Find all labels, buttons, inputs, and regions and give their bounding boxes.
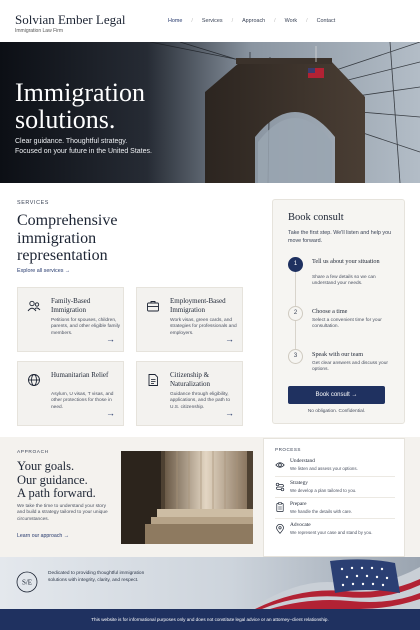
- footer-disclaimer: This website is for informational purposes only and does not constitute legal advice or an attorney–client relationship.: [91, 617, 329, 622]
- arrow-right-icon[interactable]: →: [225, 334, 234, 344]
- clipboard-icon: [275, 502, 285, 512]
- book-consult-note: No obligation. Confidential.: [307, 409, 366, 414]
- step-number: 1: [288, 257, 303, 272]
- service-card-desc: Asylum, U visas, T visas, and other protections for those in need.: [51, 392, 114, 410]
- process-step-desc: We handle the details with care.: [290, 509, 353, 514]
- route-icon: [275, 482, 285, 492]
- brand-name[interactable]: Solvian Ember Legal: [15, 12, 126, 27]
- columns-photo: [121, 451, 253, 544]
- service-card-humanitarian[interactable]: [17, 361, 124, 426]
- eye-icon: [275, 460, 285, 470]
- step-desc: Get clear answers and discuss your options.: [312, 361, 388, 373]
- hero-title-line: Immigration: [15, 78, 145, 107]
- hero-subtitle-line: Clear guidance. Thoughtful strategy.: [15, 138, 128, 145]
- hero-subtitle-line: Focused on your future in the United States.: [15, 148, 152, 155]
- firm-logo-mark: [16, 571, 38, 593]
- services-title: Comprehensive immigration representation: [17, 212, 118, 264]
- service-card-citizenship[interactable]: [136, 361, 243, 426]
- arrow-right-icon[interactable]: →: [106, 334, 115, 344]
- service-card-title: Humanitarian Relief: [51, 371, 109, 379]
- service-card-title: Employment-Based Immigration: [170, 297, 226, 314]
- family-icon: [27, 299, 41, 313]
- service-card-desc: Petitions for spouses, children, parents, and other eligible family members.: [51, 318, 121, 336]
- services-eyebrow: SERVICES: [17, 200, 49, 206]
- arrow-right-icon[interactable]: →: [106, 408, 115, 418]
- document-icon: [146, 373, 160, 387]
- step-title: Speak with our team: [312, 351, 364, 358]
- divider: [275, 518, 395, 519]
- step-number: 3: [288, 349, 303, 364]
- process-step-desc: We represent your case and stand by you.: [290, 530, 373, 535]
- approach-title-line: A path forward.: [17, 486, 96, 500]
- briefcase-icon: [146, 299, 160, 313]
- learn-approach-link[interactable]: Learn our approach →: [17, 533, 69, 539]
- step-desc: Share a few details so we can understand your needs.: [312, 275, 376, 287]
- process-step-desc: We develop a plan tailored to you.: [290, 488, 357, 493]
- site-footer: [0, 609, 420, 630]
- step-title: Choose a time: [312, 308, 348, 315]
- hero-section: [0, 42, 420, 183]
- process-eyebrow: PROCESS: [275, 447, 301, 452]
- logo-monogram: S/E: [21, 578, 33, 587]
- site-header: [0, 0, 420, 42]
- service-card-title: Citizenship & Naturalization: [170, 371, 211, 388]
- globe-icon: [27, 373, 41, 387]
- nav-services[interactable]: Services: [201, 18, 223, 24]
- hero-title: [15, 79, 145, 133]
- nav-separator: /: [231, 18, 234, 24]
- service-card-employment[interactable]: [136, 287, 243, 352]
- divider: [275, 476, 395, 477]
- process-step-title: Understand: [290, 458, 315, 464]
- brand-tagline: Immigration Law Firm: [15, 28, 64, 34]
- process-step-desc: We listen and assess your options.: [290, 466, 358, 471]
- process-step-title: Strategy: [290, 480, 308, 486]
- book-consult-title: Book consult: [288, 212, 344, 223]
- nav-contact[interactable]: Contact: [316, 18, 336, 24]
- mission-text: Dedicated to providing thoughtful immigration solutions with integrity, clarity, and respect.: [48, 571, 145, 583]
- nav-separator: /: [274, 18, 276, 24]
- hero-subtitle: [15, 137, 175, 157]
- book-consult-button[interactable]: Book consult →: [288, 386, 385, 404]
- service-card-family[interactable]: [17, 287, 124, 352]
- process-panel: [263, 438, 405, 557]
- nav-separator: /: [191, 18, 193, 24]
- hero-title-line: solutions.: [15, 105, 116, 134]
- nav-home[interactable]: Home: [168, 18, 183, 24]
- service-card-desc: Guidance through eligibility, applications, and the path to U.S. citizenship.: [170, 392, 231, 410]
- service-card-title: Family-Based Immigration: [51, 297, 91, 314]
- nav-approach[interactable]: Approach: [242, 18, 266, 24]
- step-number: 2: [288, 306, 303, 321]
- process-step-title: Prepare: [290, 501, 307, 507]
- pin-icon: [275, 524, 285, 534]
- step-title: Tell us about your situation: [312, 258, 380, 265]
- approach-title: [17, 460, 127, 501]
- service-card-desc: Work visas, green cards, and strategies for professionals and employers.: [170, 318, 237, 336]
- divider: [275, 497, 395, 498]
- arrow-right-icon[interactable]: →: [225, 408, 234, 418]
- approach-title-line: Our guidance.: [17, 472, 88, 487]
- main-nav: [168, 18, 335, 24]
- nav-separator: /: [306, 18, 308, 24]
- step-desc: Select a convenient time for your consultation.: [312, 318, 382, 330]
- nav-work[interactable]: Work: [284, 18, 298, 24]
- approach-title-line: Your goals.: [17, 459, 75, 473]
- explore-services-link[interactable]: Explore all services →: [17, 268, 71, 274]
- approach-eyebrow: APPROACH: [17, 450, 49, 455]
- process-step-title: Advocate: [290, 522, 311, 528]
- approach-desc: We take the time to understand your story and build a strategy tailored to your unique circumstances.: [17, 504, 108, 522]
- book-consult-panel: [272, 199, 405, 424]
- book-consult-desc: Take the first step. We'll listen and help you move forward.: [288, 230, 392, 244]
- mission-band: [0, 557, 420, 609]
